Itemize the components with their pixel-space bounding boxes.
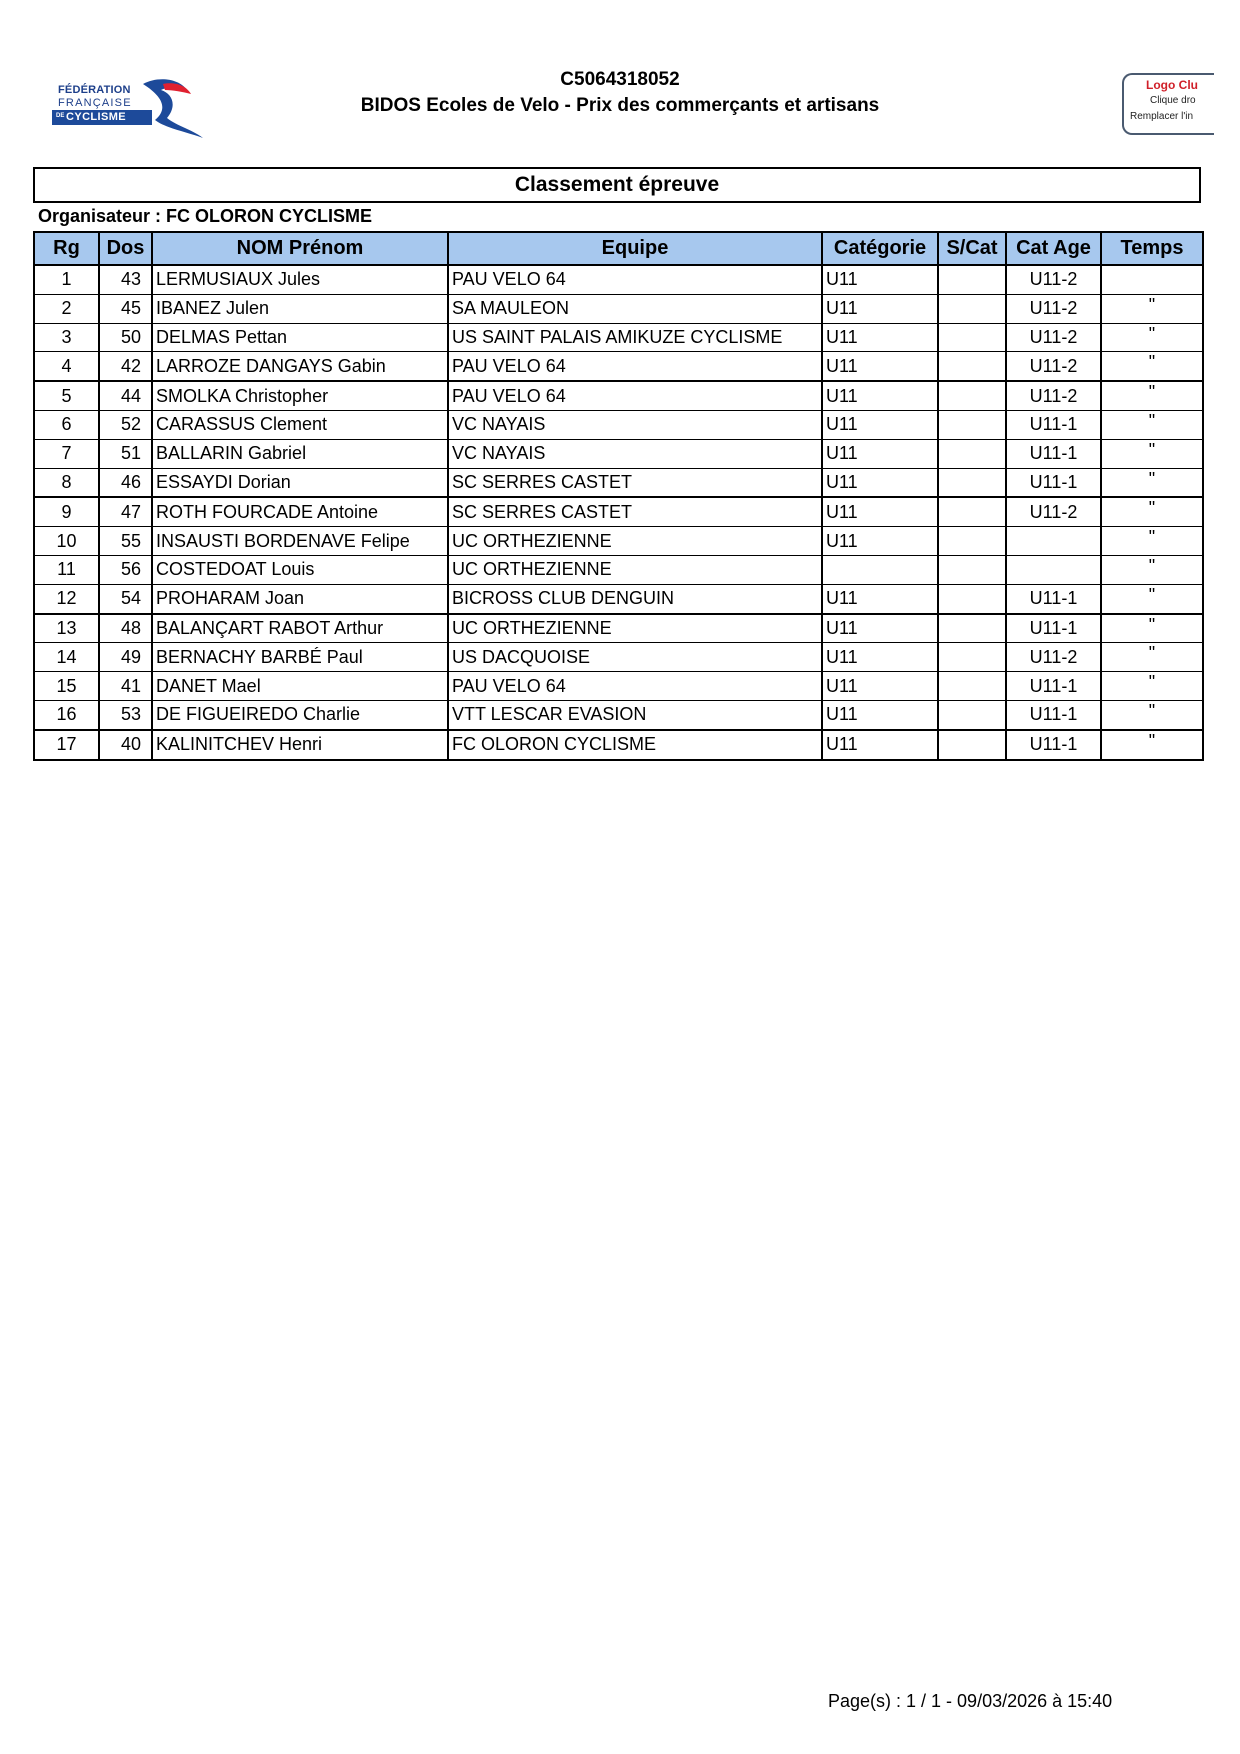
subcategory-cell: [938, 643, 1006, 672]
bib-cell: 52: [99, 410, 152, 439]
name-cell: DE FIGUEIREDO Charlie: [152, 700, 448, 729]
time-cell: ": [1101, 614, 1203, 643]
bib-cell: 44: [99, 381, 152, 410]
rank-cell: 5: [34, 381, 99, 410]
category-cell: U11: [822, 584, 938, 613]
category-cell: U11: [822, 294, 938, 323]
bib-cell: 47: [99, 497, 152, 526]
time-cell: ": [1101, 410, 1203, 439]
table-row: [34, 730, 1203, 760]
team-cell: SA MAULEON: [448, 294, 822, 323]
rank-cell: 4: [34, 352, 99, 381]
subcategory-cell: [938, 672, 1006, 701]
name-cell: KALINITCHEV Henri: [152, 730, 448, 760]
name-cell: LERMUSIAUX Jules: [152, 265, 448, 294]
time-cell: ": [1101, 700, 1203, 729]
name-cell: ROTH FOURCADE Antoine: [152, 497, 448, 526]
time-cell: ": [1101, 527, 1203, 556]
team-cell: FC OLORON CYCLISME: [448, 730, 822, 760]
age-category-cell: U11-2: [1006, 381, 1101, 410]
logo-text-cyclisme: CYCLISME: [66, 111, 127, 123]
name-cell: COSTEDOAT Louis: [152, 555, 448, 584]
subcategory-cell: [938, 527, 1006, 556]
team-cell: VC NAYAIS: [448, 439, 822, 468]
time-cell: [1101, 265, 1203, 294]
bib-cell: 42: [99, 352, 152, 381]
team-cell: US DACQUOISE: [448, 643, 822, 672]
rank-cell: 13: [34, 614, 99, 643]
subcategory-cell: [938, 497, 1006, 526]
category-cell: U11: [822, 439, 938, 468]
section-title: Classement épreuve: [33, 167, 1201, 203]
category-cell: U11: [822, 730, 938, 760]
subcategory-cell: [938, 294, 1006, 323]
name-cell: DANET Mael: [152, 672, 448, 701]
age-category-cell: U11-2: [1006, 643, 1101, 672]
time-cell: ": [1101, 381, 1203, 410]
category-cell: U11: [822, 614, 938, 643]
name-cell: BALANÇART RABOT Arthur: [152, 614, 448, 643]
name-cell: PROHARAM Joan: [152, 584, 448, 613]
rank-cell: 11: [34, 555, 99, 584]
bib-cell: 43: [99, 265, 152, 294]
category-cell: U11: [822, 381, 938, 410]
name-cell: IBANEZ Julen: [152, 294, 448, 323]
team-cell: UC ORTHEZIENNE: [448, 527, 822, 556]
team-cell: UC ORTHEZIENNE: [448, 614, 822, 643]
col-header-rg: Rg: [34, 232, 99, 265]
col-header-team: Equipe: [448, 232, 822, 265]
age-category-cell: U11-1: [1006, 584, 1101, 613]
col-header-category: Catégorie: [822, 232, 938, 265]
team-cell: PAU VELO 64: [448, 672, 822, 701]
age-category-cell: U11-1: [1006, 439, 1101, 468]
team-cell: VC NAYAIS: [448, 410, 822, 439]
subcategory-cell: [938, 584, 1006, 613]
category-cell: U11: [822, 497, 938, 526]
time-cell: ": [1101, 643, 1203, 672]
category-cell: U11: [822, 265, 938, 294]
col-header-time: Temps: [1101, 232, 1203, 265]
age-category-cell: U11-1: [1006, 410, 1101, 439]
age-category-cell: U11-1: [1006, 614, 1101, 643]
table-row: [34, 614, 1203, 643]
age-category-cell: U11-1: [1006, 468, 1101, 497]
time-cell: ": [1101, 439, 1203, 468]
team-cell: US SAINT PALAIS AMIKUZE CYCLISME: [448, 323, 822, 352]
subcategory-cell: [938, 265, 1006, 294]
table-row: [34, 468, 1203, 497]
rank-cell: 2: [34, 294, 99, 323]
rank-cell: 12: [34, 584, 99, 613]
team-cell: SC SERRES CASTET: [448, 468, 822, 497]
table-row: [34, 381, 1203, 410]
bib-cell: 50: [99, 323, 152, 352]
category-cell: U11: [822, 468, 938, 497]
subcategory-cell: [938, 730, 1006, 760]
table-row: [34, 323, 1203, 352]
name-cell: LARROZE DANGAYS Gabin: [152, 352, 448, 381]
subcategory-cell: [938, 555, 1006, 584]
time-cell: ": [1101, 672, 1203, 701]
name-cell: INSAUSTI BORDENAVE Felipe: [152, 527, 448, 556]
time-cell: ": [1101, 497, 1203, 526]
rank-cell: 15: [34, 672, 99, 701]
time-cell: ": [1101, 584, 1203, 613]
age-category-cell: [1006, 527, 1101, 556]
bib-cell: 40: [99, 730, 152, 760]
rank-cell: 6: [34, 410, 99, 439]
name-cell: CARASSUS Clement: [152, 410, 448, 439]
rank-cell: 3: [34, 323, 99, 352]
table-row: [34, 700, 1203, 729]
table-row: [34, 672, 1203, 701]
team-cell: PAU VELO 64: [448, 265, 822, 294]
team-cell: UC ORTHEZIENNE: [448, 555, 822, 584]
age-category-cell: U11-1: [1006, 672, 1101, 701]
logo-text-francaise: FRANÇAISE: [58, 97, 132, 109]
time-cell: ": [1101, 352, 1203, 381]
event-title: BIDOS Ecoles de Velo - Prix des commerçants et artisans: [360, 95, 880, 116]
age-category-cell: U11-2: [1006, 352, 1101, 381]
table-row: [34, 555, 1203, 584]
time-cell: ": [1101, 468, 1203, 497]
col-header-dos: Dos: [99, 232, 152, 265]
category-cell: U11: [822, 672, 938, 701]
subcategory-cell: [938, 700, 1006, 729]
table-row: [34, 643, 1203, 672]
bib-cell: 46: [99, 468, 152, 497]
rank-cell: 7: [34, 439, 99, 468]
age-category-cell: U11-1: [1006, 700, 1101, 729]
age-category-cell: [1006, 555, 1101, 584]
name-cell: ESSAYDI Dorian: [152, 468, 448, 497]
bib-cell: 54: [99, 584, 152, 613]
name-cell: BALLARIN Gabriel: [152, 439, 448, 468]
age-category-cell: U11-2: [1006, 294, 1101, 323]
team-cell: BICROSS CLUB DENGUIN: [448, 584, 822, 613]
time-cell: ": [1101, 323, 1203, 352]
bib-cell: 45: [99, 294, 152, 323]
subcategory-cell: [938, 439, 1006, 468]
table-row: [34, 294, 1203, 323]
bib-cell: 49: [99, 643, 152, 672]
age-category-cell: U11-2: [1006, 497, 1101, 526]
team-cell: VTT LESCAR EVASION: [448, 700, 822, 729]
rank-cell: 14: [34, 643, 99, 672]
rank-cell: 9: [34, 497, 99, 526]
bib-cell: 56: [99, 555, 152, 584]
table-row: [34, 265, 1203, 294]
category-cell: U11: [822, 527, 938, 556]
table-row: [34, 584, 1203, 613]
table-header-row: [34, 232, 1203, 265]
time-cell: ": [1101, 730, 1203, 760]
subcategory-cell: [938, 468, 1006, 497]
subcategory-cell: [938, 323, 1006, 352]
subcategory-cell: [938, 410, 1006, 439]
bib-cell: 41: [99, 672, 152, 701]
bib-cell: 48: [99, 614, 152, 643]
name-cell: BERNACHY BARBÉ Paul: [152, 643, 448, 672]
subcategory-cell: [938, 614, 1006, 643]
category-cell: [822, 555, 938, 584]
age-category-cell: U11-1: [1006, 730, 1101, 760]
table-row: [34, 410, 1203, 439]
event-code: C5064318052: [560, 69, 680, 90]
bib-cell: 51: [99, 439, 152, 468]
table-row: [34, 497, 1203, 526]
age-category-cell: U11-2: [1006, 265, 1101, 294]
club-logo-title: Logo Clu: [1146, 78, 1198, 92]
table-row: [34, 352, 1203, 381]
team-cell: PAU VELO 64: [448, 381, 822, 410]
rank-cell: 16: [34, 700, 99, 729]
club-logo-hint-2: Remplacer l'in: [1130, 111, 1194, 122]
col-header-age-category: Cat Age: [1006, 232, 1101, 265]
rank-cell: 8: [34, 468, 99, 497]
name-cell: DELMAS Pettan: [152, 323, 448, 352]
age-category-cell: U11-2: [1006, 323, 1101, 352]
category-cell: U11: [822, 410, 938, 439]
organizer-label: Organisateur : FC OLORON CYCLISME: [38, 206, 373, 226]
col-header-subcategory: S/Cat: [938, 232, 1006, 265]
table-row: [34, 527, 1203, 556]
page-footer: Page(s) : 1 / 1 - 09/03/2026 à 15:40: [828, 1691, 1113, 1711]
subcategory-cell: [938, 381, 1006, 410]
bib-cell: 53: [99, 700, 152, 729]
team-cell: SC SERRES CASTET: [448, 497, 822, 526]
rank-cell: 10: [34, 527, 99, 556]
rank-cell: 1: [34, 265, 99, 294]
table-row: [34, 439, 1203, 468]
time-cell: ": [1101, 294, 1203, 323]
logo-text-de: DE: [56, 113, 65, 119]
category-cell: U11: [822, 323, 938, 352]
col-header-name: NOM Prénom: [152, 232, 448, 265]
name-cell: SMOLKA Christopher: [152, 381, 448, 410]
category-cell: U11: [822, 700, 938, 729]
rank-cell: 17: [34, 730, 99, 760]
category-cell: U11: [822, 643, 938, 672]
logo-text-federation: FÉDÉRATION: [58, 84, 131, 96]
time-cell: ": [1101, 555, 1203, 584]
category-cell: U11: [822, 352, 938, 381]
subcategory-cell: [938, 352, 1006, 381]
bib-cell: 55: [99, 527, 152, 556]
club-logo-hint: Clique dro: [1150, 95, 1196, 106]
team-cell: PAU VELO 64: [448, 352, 822, 381]
results-table: [33, 231, 1204, 761]
